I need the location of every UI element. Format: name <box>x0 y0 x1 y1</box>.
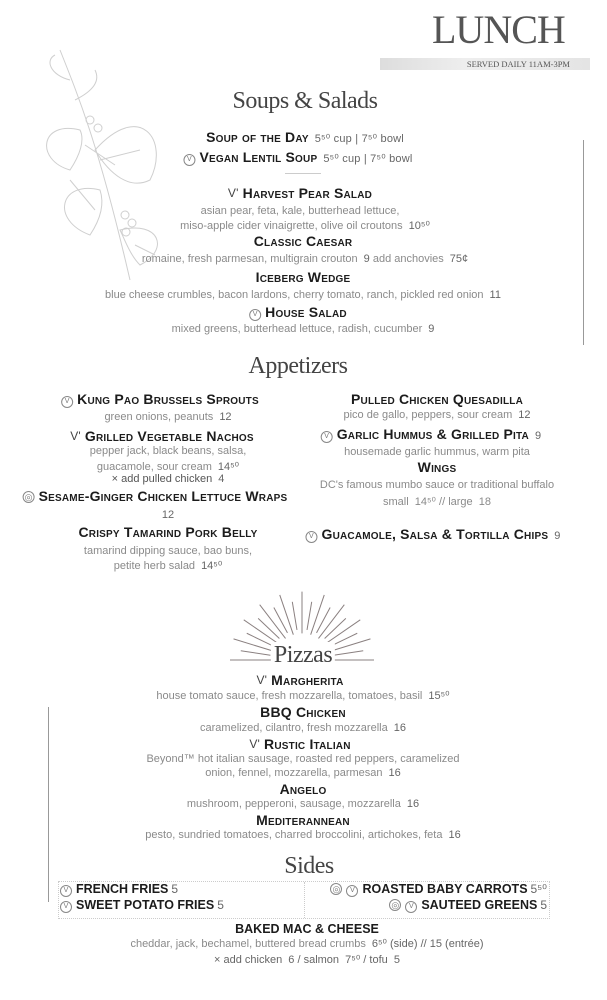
served-hours-banner <box>380 58 590 70</box>
item-price: 9 <box>428 323 435 335</box>
vegan-icon <box>346 885 358 897</box>
sunburst-ray <box>241 651 271 655</box>
vegan-icon <box>183 154 195 166</box>
item-price: 5 <box>540 898 547 912</box>
decorative-rule-left <box>48 707 49 902</box>
item-price: 5 <box>217 898 224 912</box>
item-price: 10⁵⁰ <box>408 220 430 232</box>
item-price: 9 <box>534 430 542 442</box>
item-description <box>130 937 483 950</box>
item-addon <box>112 473 225 485</box>
item-name: Vegan Lentil Soup <box>199 149 318 165</box>
section-heading-appetizers: Appetizers <box>248 353 348 379</box>
desc-text: guacamole, sour cream <box>96 461 212 473</box>
item-price: 12 <box>161 509 175 521</box>
vegan-icon <box>60 901 72 913</box>
vegan-icon <box>61 396 73 408</box>
item-description: Beyond™ hot italian sausage, roasted red peppers, caramelized <box>146 753 460 765</box>
item-name: ROASTED BABY CARROTS <box>362 882 528 896</box>
desc-text: blue cheese crumbles, bacon lardons, cherry tomato, ranch, pickled red onion <box>105 289 484 301</box>
section-heading-sides: Sides <box>284 853 334 879</box>
menu-title: LUNCH <box>432 7 565 52</box>
menu-item-name: Pulled Chicken Quesadilla <box>350 391 524 407</box>
desc-text: petite herb salad <box>113 560 196 572</box>
sunburst-ray <box>334 651 364 655</box>
menu-item-name: BAKED MAC & CHEESE <box>235 922 379 936</box>
item-description <box>145 829 460 841</box>
menu-item-name: Iceberg Wedge <box>255 269 351 285</box>
addon-price: 75¢ <box>449 253 469 265</box>
item-description <box>205 767 401 779</box>
sunburst-ray <box>311 595 325 635</box>
item-name: FRENCH FRIES <box>76 882 169 896</box>
item-price: 16 <box>448 829 461 841</box>
menu-item <box>305 526 560 543</box>
item-description <box>156 689 449 702</box>
item-description: DC's famous mumbo sauce or traditional buffalo <box>319 479 555 491</box>
item-name: Garlic Hummus & Grilled Pita <box>336 426 529 442</box>
item-description: asian pear, feta, kale, butterhead lettuce, <box>200 205 400 217</box>
menu-item <box>228 185 372 201</box>
sunburst-ray <box>234 639 276 652</box>
item-description <box>200 722 406 734</box>
section-heading-pizzas: Pizzas <box>271 642 335 669</box>
desc-text: cheddar, jack, bechamel, buttered bread crumbs <box>130 938 366 950</box>
desc-text: house tomato sauce, fresh mozzarella, tomatoes, basil <box>156 690 423 702</box>
item-price: 15⁵⁰ <box>428 690 450 702</box>
item-price: 6⁵⁰ (side) // 15 (entrée) <box>371 938 484 950</box>
item-description <box>105 289 501 301</box>
menu-item-name: Crispy Tamarind Pork Belly <box>78 524 258 540</box>
menu-item <box>249 304 347 321</box>
item-price: 9 <box>363 253 370 265</box>
desc-text: mixed greens, butterhead lettuce, radish, cucumber <box>171 323 423 335</box>
side-item <box>60 882 178 897</box>
item-description: housemade garlic hummus, warm pita <box>344 446 530 458</box>
item-name: Margherita <box>271 672 344 688</box>
sunburst-ray <box>280 595 294 635</box>
desc-text: onion, fennel, mozzarella, parmesan <box>205 767 383 779</box>
menu-item <box>256 672 343 688</box>
item-name: Rustic Italian <box>264 736 351 752</box>
item-name: Sesame-Ginger Chicken Lettuce Wraps <box>38 488 288 504</box>
menu-item <box>23 488 288 504</box>
item-description <box>104 411 231 423</box>
vegetarian-icon <box>249 739 260 749</box>
vegan-icon <box>60 885 72 897</box>
section-heading-soups-salads: Soups & Salads <box>232 88 378 114</box>
item-price: 5⁵⁰ cup | 7⁵⁰ bowl <box>323 153 413 165</box>
vegetarian-icon <box>228 188 239 198</box>
item-description: tamarind dipping sauce, bao buns, <box>83 545 253 557</box>
vegan-icon <box>321 431 333 443</box>
item-name: Guacamole, Salsa & Tortilla Chips <box>321 526 549 542</box>
menu-item <box>206 129 404 145</box>
menu-item-name: Mediterannean <box>256 812 350 828</box>
served-hours: SERVED DAILY 11AM-3PM <box>466 59 570 69</box>
vegan-icon <box>249 309 261 321</box>
menu-item-name: Angelo <box>279 781 327 797</box>
item-price: 14⁵⁰ <box>201 560 223 572</box>
desc-text: pesto, sundried tomatoes, charred broccolini, artichokes, feta <box>145 829 443 841</box>
item-price: 16 <box>388 767 401 779</box>
desc-text: miso-apple cider vinaigrette, olive oil croutons <box>180 220 403 232</box>
addon-text: add anchovies <box>372 253 444 265</box>
addon-price: 4 <box>218 473 225 485</box>
item-price: 12 <box>518 409 531 421</box>
side-item <box>389 898 547 913</box>
side-item <box>330 882 547 897</box>
side-item <box>60 898 224 913</box>
sunburst-ray <box>307 602 312 630</box>
item-name: Grilled Vegetable Nachos <box>84 428 254 444</box>
item-description <box>114 559 223 572</box>
desc-text: pico de gallo, peppers, sour cream <box>343 409 513 421</box>
item-price: 5 <box>171 882 179 896</box>
menu-item <box>61 391 259 408</box>
vegan-icon <box>305 531 317 543</box>
item-price: 9 <box>554 530 561 542</box>
menu-item <box>249 736 350 752</box>
item-name: House Salad <box>265 304 347 320</box>
item-price: 16 <box>406 798 420 810</box>
item-description: pepper jack, black beans, salsa, <box>89 445 247 457</box>
gluten-free-icon <box>23 491 35 503</box>
desc-text: mushroom, pepperoni, sausage, mozzarella <box>186 798 401 810</box>
sunburst-ray <box>292 602 297 630</box>
sides-box-divider <box>304 882 305 918</box>
menu-item <box>70 428 254 444</box>
menu-item <box>183 149 412 166</box>
item-description <box>97 460 239 473</box>
sunburst-ray <box>258 618 279 638</box>
menu-item-name: Classic Caesar <box>253 233 353 249</box>
item-addon: × add chicken 6 / salmon 7⁵⁰ / tofu 5 <box>214 954 400 966</box>
item-price: 5⁵⁰ <box>530 882 547 896</box>
vegetarian-icon <box>70 431 81 441</box>
vegan-icon <box>405 901 417 913</box>
addon-text: × add pulled chicken <box>111 473 213 485</box>
menu-item <box>321 426 542 443</box>
item-name: Soup of the Day <box>206 129 309 145</box>
menu-item-name: Wings <box>417 459 457 475</box>
gluten-free-icon <box>330 883 342 895</box>
item-name: SAUTEED GREENS <box>421 898 538 912</box>
item-price: 16 <box>393 722 406 734</box>
item-description <box>172 323 435 335</box>
item-price: 12 <box>219 411 232 423</box>
decorative-rule-right <box>583 140 584 345</box>
item-description <box>142 253 468 265</box>
menu-item-name: BBQ Chicken <box>260 704 346 720</box>
desc-text: caramelized, cilantro, fresh mozzarella <box>200 722 388 734</box>
desc-text: romaine, fresh parmesan, multigrain crouton <box>141 253 358 265</box>
divider <box>285 173 321 174</box>
item-price: small 14⁵⁰ // large 18 <box>382 496 492 508</box>
item-name: Harvest Pear Salad <box>242 185 373 201</box>
item-price: 5⁵⁰ cup | 7⁵⁰ bowl <box>314 133 404 145</box>
item-name: Kung Pao Brussels Sprouts <box>77 391 259 407</box>
vegetarian-icon <box>256 675 267 685</box>
item-description <box>180 219 430 232</box>
item-description <box>343 409 530 421</box>
desc-text: green onions, peanuts <box>104 411 214 423</box>
item-price: 11 <box>489 289 501 301</box>
sunburst-ray <box>325 618 346 638</box>
item-name: SWEET POTATO FRIES <box>76 898 215 912</box>
item-description <box>187 798 419 810</box>
item-price: 14⁵⁰ <box>217 461 240 473</box>
gluten-free-icon <box>389 899 401 911</box>
